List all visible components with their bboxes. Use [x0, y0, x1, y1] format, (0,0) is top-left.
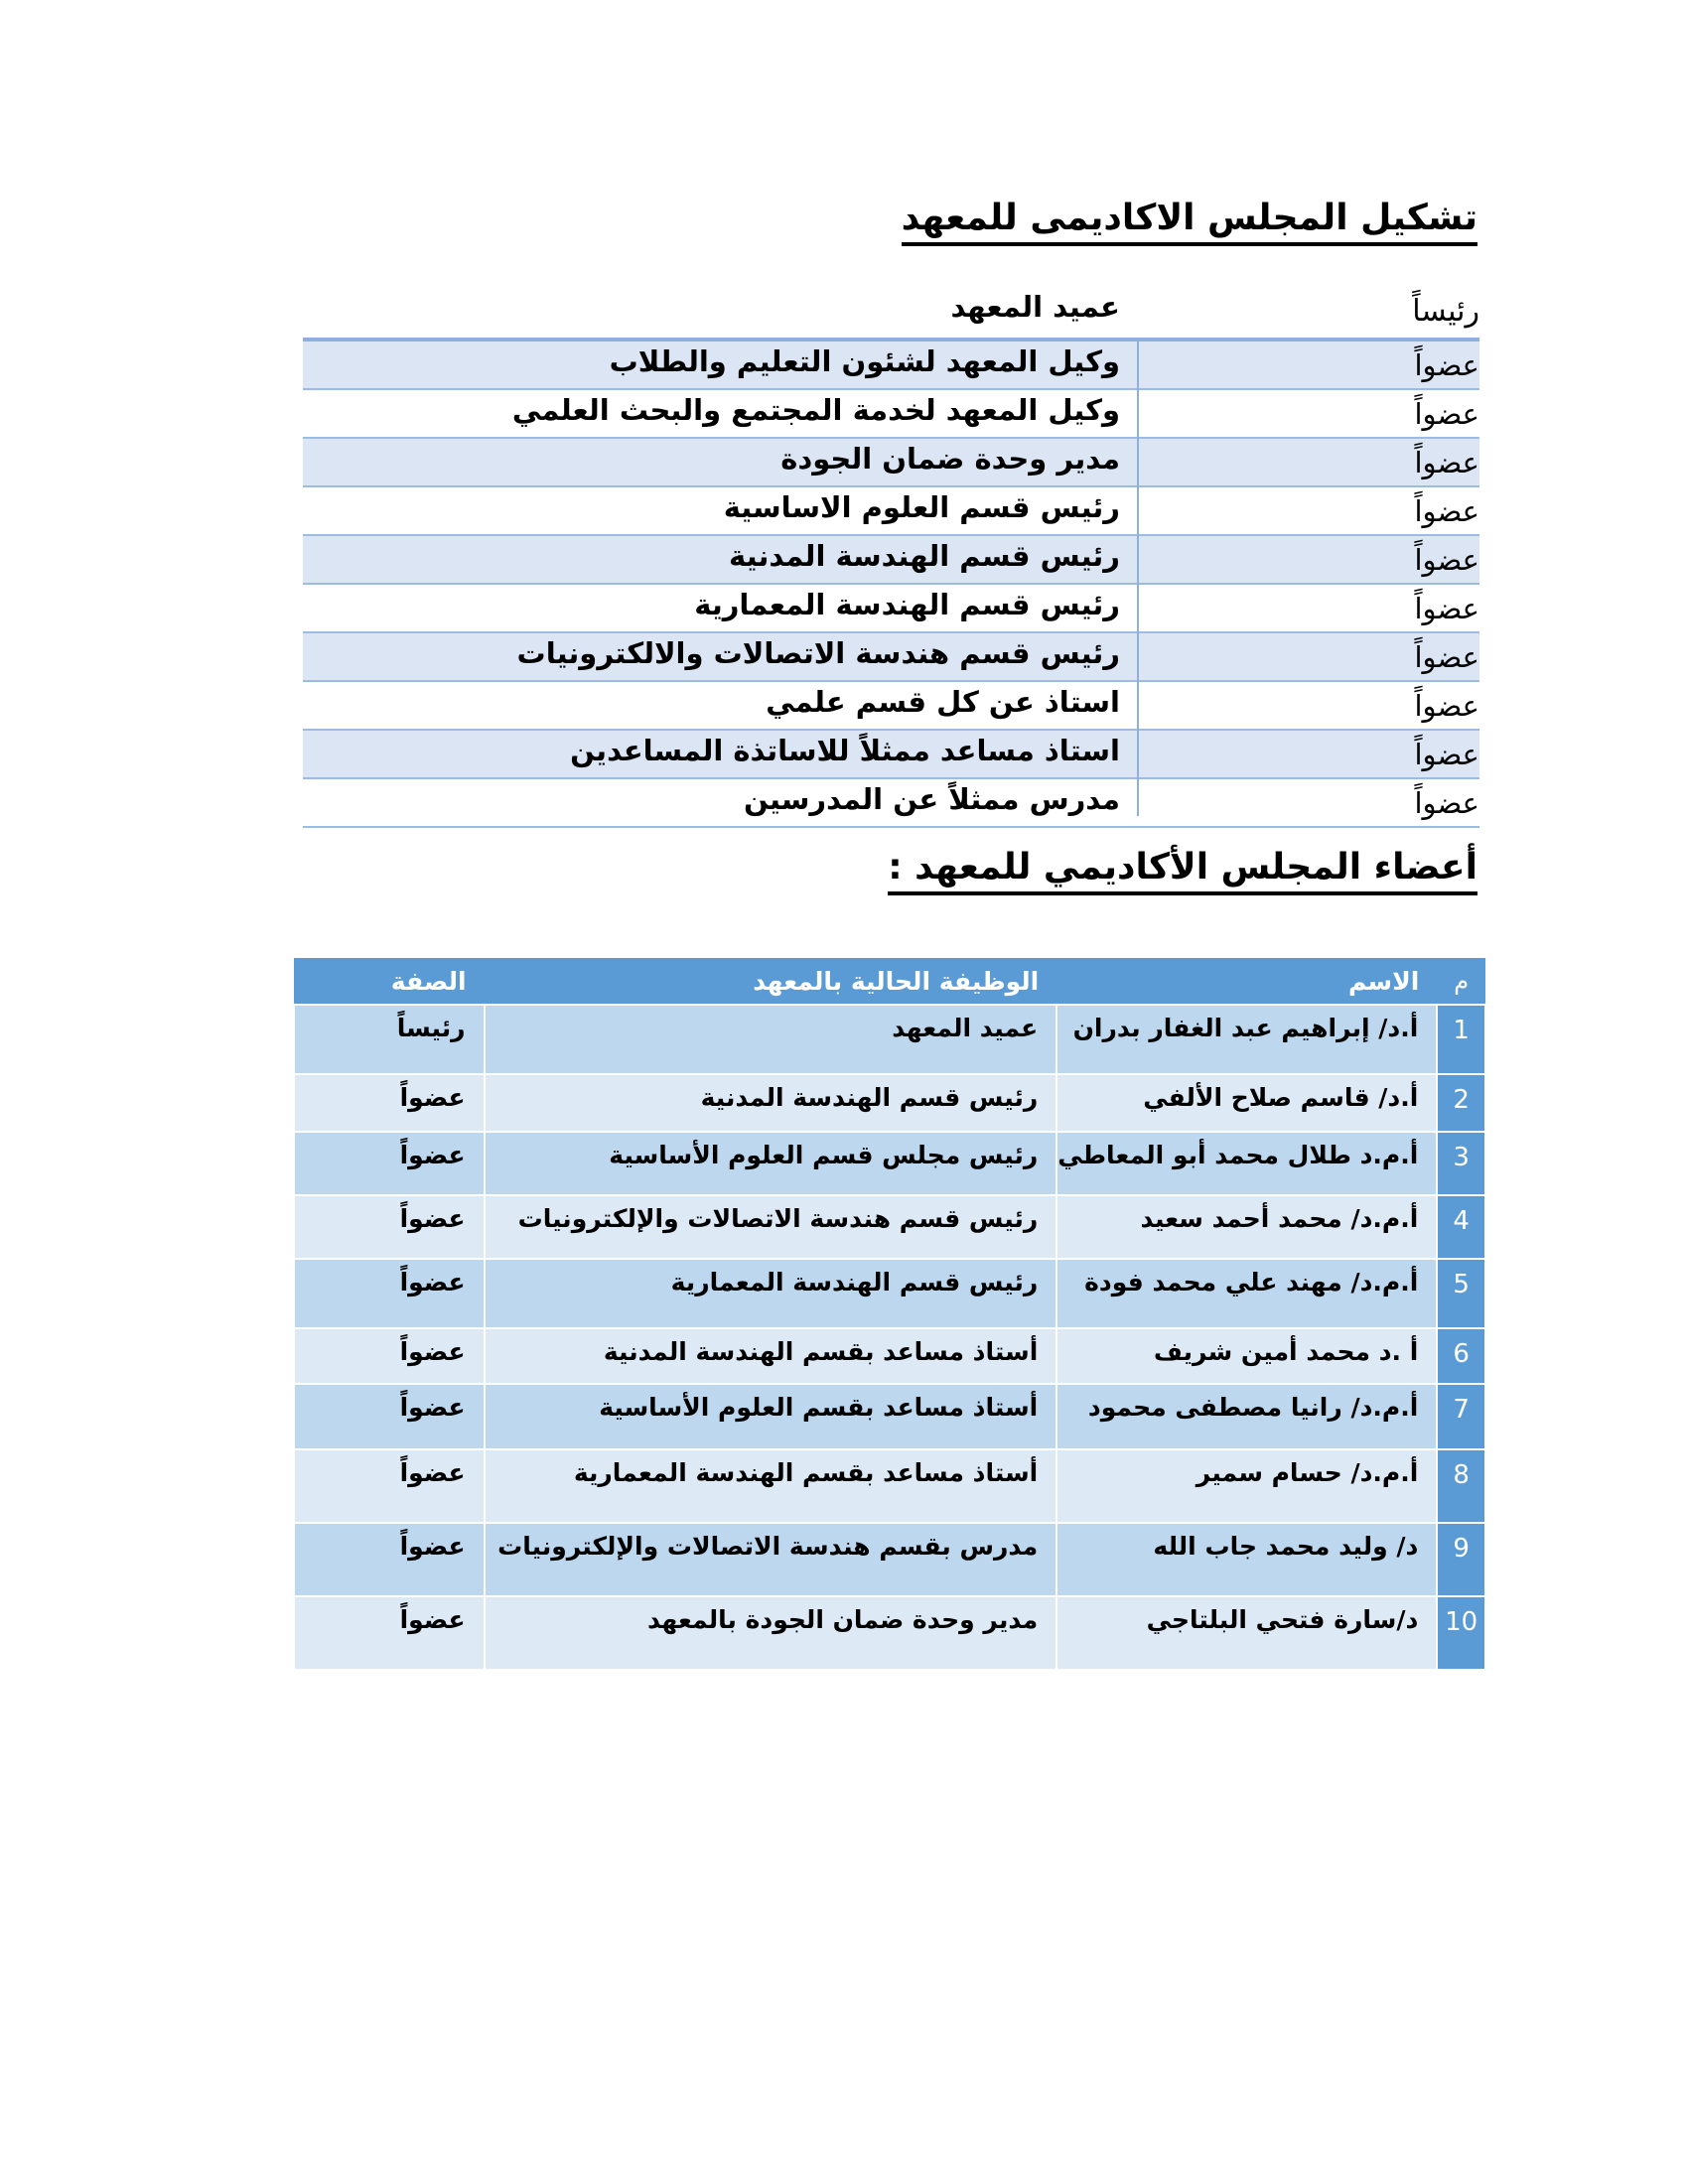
member-job: أستاذ مساعد بقسم العلوم الأساسية [485, 1384, 1057, 1449]
member-name: د/ وليد محمد جاب الله [1056, 1523, 1437, 1596]
member-position: مدير وحدة ضمان الجودة [780, 442, 1120, 476]
table-header-row [294, 958, 1485, 1005]
member-role: عضواً [1414, 786, 1479, 820]
member-job: رئيس قسم الهندسة المدنية [485, 1074, 1057, 1132]
member-role: عضواً [1414, 689, 1479, 723]
member-role: عضواً [1414, 640, 1479, 674]
member-name: أ.م.د/ حسام سمير [1056, 1449, 1437, 1523]
formation-row [303, 536, 1479, 585]
member-name: أ.م.د طلال محمد أبو المعاطي [1056, 1132, 1437, 1195]
header-role: الصفة [294, 958, 485, 1005]
council-members-title: أعضاء المجلس الأكاديمي للمعهد : [888, 846, 1477, 895]
chair-role: رئيساً [1412, 294, 1479, 329]
formation-row [303, 779, 1479, 828]
formation-row [303, 682, 1479, 731]
member-name: أ.م.د/ مهند علي محمد فودة [1056, 1259, 1437, 1328]
member-position: وكيل المعهد لخدمة المجتمع والبحث العلمي [511, 393, 1120, 427]
table-row [294, 1596, 1485, 1670]
member-role: عضواً [294, 1074, 485, 1132]
member-job: رئيس قسم هندسة الاتصالات والإلكترونيات [485, 1195, 1057, 1259]
member-role: عضواً [294, 1328, 485, 1384]
member-role: عضواً [294, 1259, 485, 1328]
row-index: 4 [1437, 1195, 1485, 1259]
table-row [294, 1328, 1485, 1384]
member-position: رئيس قسم الهندسة المدنية [729, 539, 1120, 573]
member-role: عضواً [1414, 592, 1479, 625]
member-role: عضواً [1414, 446, 1479, 479]
member-position: رئيس قسم الهندسة المعمارية [694, 588, 1120, 621]
header-name: الاسم [1056, 958, 1437, 1005]
council-formation-title: تشكيل المجلس الاكاديمى للمعهد [902, 197, 1477, 246]
row-index: 2 [1437, 1074, 1485, 1132]
row-index: 7 [1437, 1384, 1485, 1449]
formation-table-divider [1137, 338, 1139, 816]
row-index: 5 [1437, 1259, 1485, 1328]
formation-row [303, 585, 1479, 633]
formation-row [303, 731, 1479, 779]
member-name: د/سارة فتحي البلتاجي [1056, 1596, 1437, 1670]
formation-row [303, 439, 1479, 487]
member-job: أستاذ مساعد بقسم الهندسة المعمارية [485, 1449, 1057, 1523]
council-members-table [293, 958, 1486, 1671]
row-index: 9 [1437, 1523, 1485, 1596]
member-position: مدرس ممثلاً عن المدرسين [743, 782, 1120, 816]
council-formation-table [303, 338, 1479, 828]
member-job: رئيس مجلس قسم العلوم الأساسية [485, 1132, 1057, 1195]
member-job: أستاذ مساعد بقسم الهندسة المدنية [485, 1328, 1057, 1384]
row-index: 10 [1437, 1596, 1485, 1670]
table-row [294, 1195, 1485, 1259]
member-name: أ .د محمد أمين شريف [1056, 1328, 1437, 1384]
member-job: مدير وحدة ضمان الجودة بالمعهد [485, 1596, 1057, 1670]
member-job: عميد المعهد [485, 1005, 1057, 1074]
member-job: رئيس قسم الهندسة المعمارية [485, 1259, 1057, 1328]
member-role: عضواً [1414, 494, 1479, 528]
member-role: عضواً [294, 1449, 485, 1523]
table-row [294, 1074, 1485, 1132]
row-index: 1 [1437, 1005, 1485, 1074]
member-role: عضواً [1414, 738, 1479, 771]
formation-row [303, 487, 1479, 536]
table-row [294, 1259, 1485, 1328]
formation-row [303, 341, 1479, 390]
member-role: عضواً [1414, 397, 1479, 431]
member-position: وكيل المعهد لشئون التعليم والطلاب [609, 344, 1120, 378]
table-row [294, 1384, 1485, 1449]
member-role: عضواً [294, 1596, 485, 1670]
member-job: مدرس بقسم هندسة الاتصالات والإلكترونيات [485, 1523, 1057, 1596]
member-role: عضواً [1414, 543, 1479, 577]
member-role: عضواً [294, 1384, 485, 1449]
member-name: أ.د/ إبراهيم عبد الغفار بدران [1056, 1005, 1437, 1074]
member-role: عضواً [294, 1132, 485, 1195]
member-position: استاذ مساعد ممثلاً للاساتذة المساعدين [570, 734, 1120, 767]
member-role: رئيساً [294, 1005, 485, 1074]
formation-row [303, 633, 1479, 682]
member-role: عضواً [294, 1195, 485, 1259]
table-row [294, 1005, 1485, 1074]
header-index: م [1437, 958, 1485, 1005]
table-row [294, 1449, 1485, 1523]
council-chair-row [303, 288, 1479, 336]
formation-row [303, 390, 1479, 439]
member-role: عضواً [294, 1523, 485, 1596]
row-index: 3 [1437, 1132, 1485, 1195]
member-position: استاذ عن كل قسم علمي [766, 685, 1120, 719]
row-index: 8 [1437, 1449, 1485, 1523]
member-role: عضواً [1414, 348, 1479, 382]
member-position: رئيس قسم العلوم الاساسية [723, 490, 1120, 524]
member-name: أ.م.د/ رانيا مصطفى محمود [1056, 1384, 1437, 1449]
row-index: 6 [1437, 1328, 1485, 1384]
header-job: الوظيفة الحالية بالمعهد [485, 958, 1057, 1005]
table-row [294, 1132, 1485, 1195]
member-name: أ.د/ قاسم صلاح الألفي [1056, 1074, 1437, 1132]
member-position: رئيس قسم هندسة الاتصالات والالكترونيات [516, 636, 1120, 670]
table-row [294, 1523, 1485, 1596]
member-name: أ.م.د/ محمد أحمد سعيد [1056, 1195, 1437, 1259]
chair-position: عميد المعهد [950, 290, 1120, 324]
